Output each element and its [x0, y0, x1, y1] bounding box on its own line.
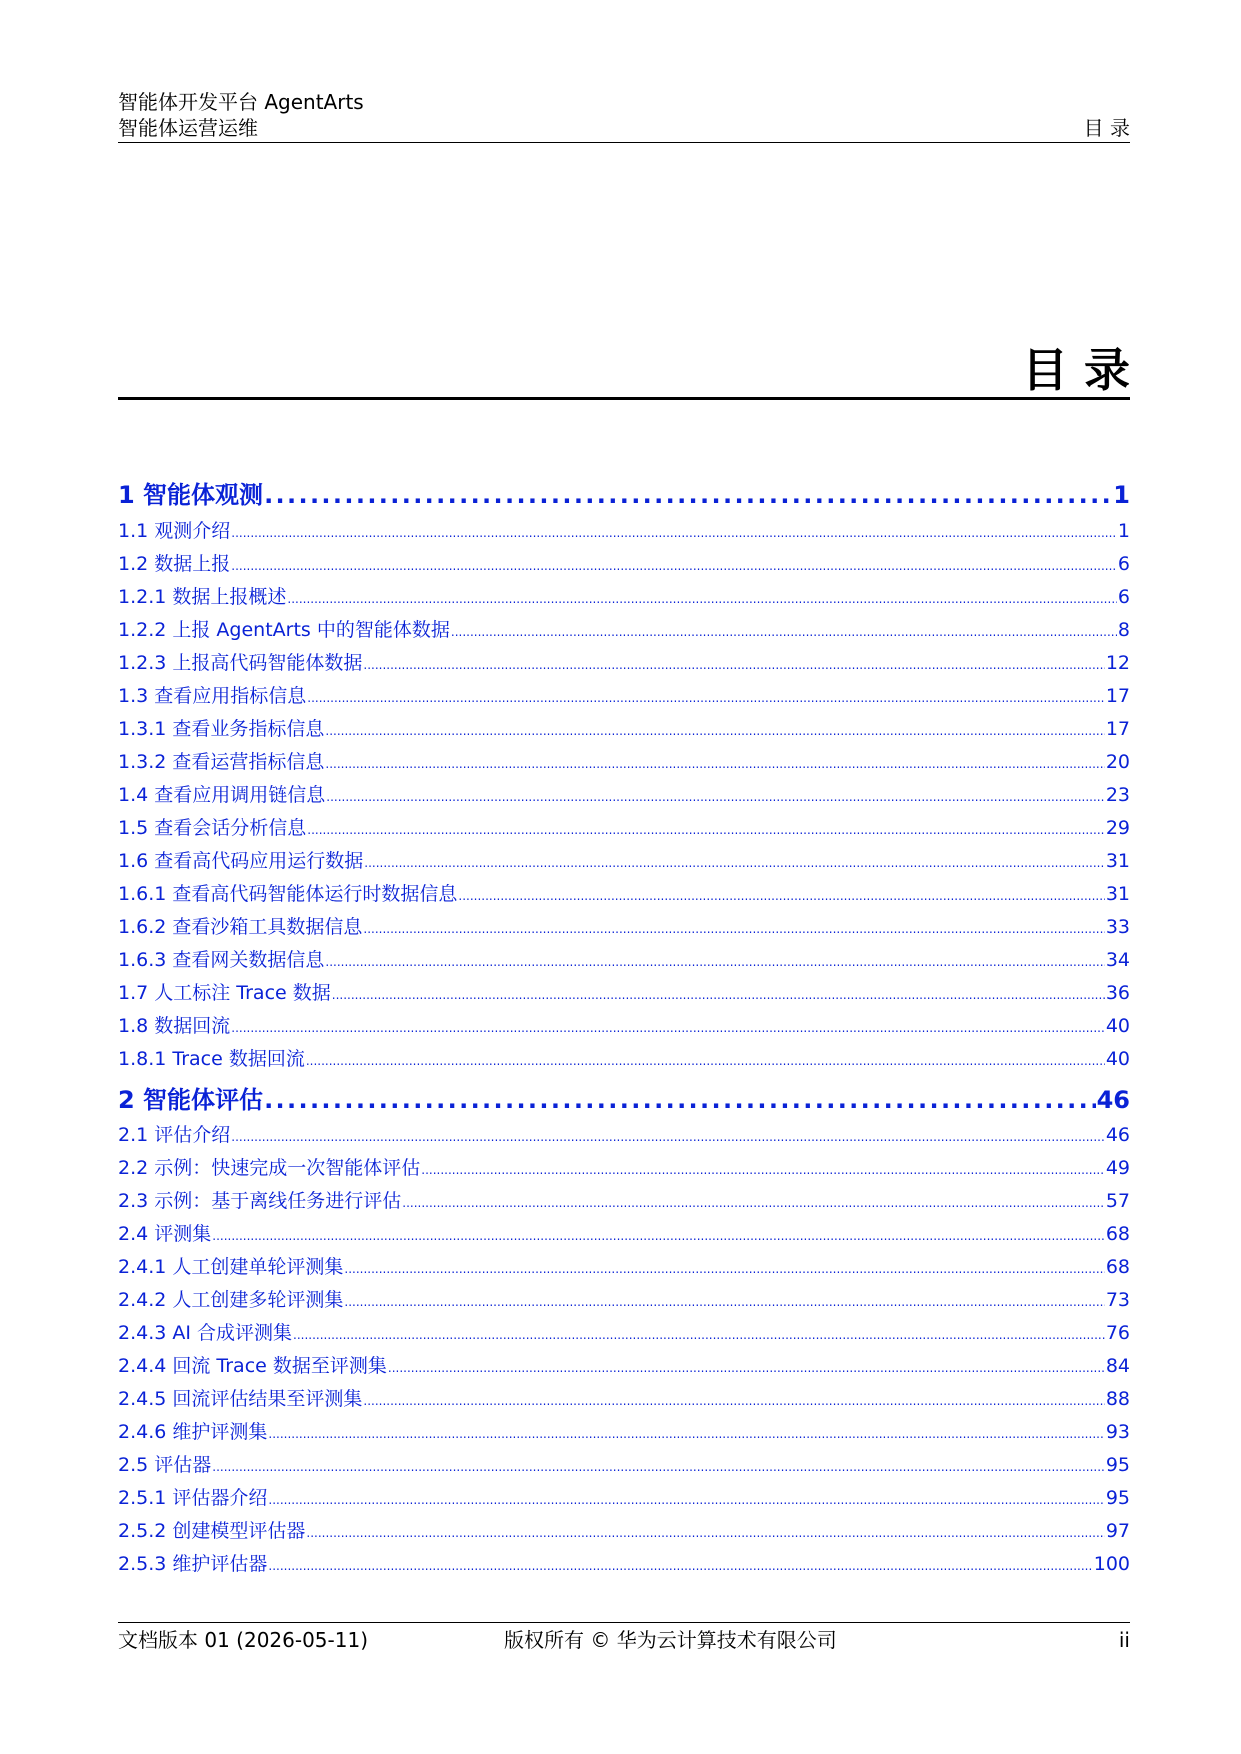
toc-dot-leader	[388, 1352, 1105, 1382]
title-rule	[118, 397, 1130, 400]
toc-entry-label: 1 智能体观测	[118, 481, 264, 509]
toc-entry-label: 2.5.3 维护评估器	[118, 1553, 268, 1575]
toc-section-entry[interactable]	[118, 748, 1130, 778]
toc-entry-page: 57	[1105, 1190, 1130, 1212]
footer-version: 文档版本 01 (2026-05-11)	[118, 1628, 368, 1652]
toc-entry-label: 1.6.3 查看网关数据信息	[118, 949, 325, 971]
toc-entry-label: 2.5 评估器	[118, 1454, 212, 1476]
toc-section-entry[interactable]	[118, 1286, 1130, 1316]
toc-entry-label: 1.2.2 上报 AgentArts 中的智能体数据	[118, 619, 450, 641]
toc-entry-page: 6	[1117, 553, 1130, 575]
toc-entry-label: 1.7 人工标注 Trace 数据	[118, 982, 331, 1004]
toc-section-entry[interactable]	[118, 1187, 1130, 1217]
header-section: 智能体运营运维	[118, 116, 258, 140]
toc-section-entry[interactable]	[118, 649, 1130, 679]
toc-section-entry[interactable]	[118, 1154, 1130, 1184]
toc-dot-leader	[363, 913, 1104, 943]
toc-entry-page: 6	[1117, 586, 1130, 608]
toc-section-entry[interactable]	[118, 550, 1130, 580]
toc-dot-leader	[325, 715, 1104, 745]
toc-dot-leader	[364, 847, 1105, 877]
toc-section-entry[interactable]	[118, 616, 1130, 646]
toc-entry-page: 36	[1105, 982, 1130, 1004]
toc-entry-label: 2.4.1 人工创建单轮评测集	[118, 1256, 344, 1278]
toc-entry-label: 2.4 评测集	[118, 1223, 212, 1245]
toc-entry-label: 1.8.1 Trace 数据回流	[118, 1048, 305, 1070]
toc-entry-label: 2.2 示例：快速完成一次智能体评估	[118, 1157, 421, 1179]
toc-entry-label: 2.4.2 人工创建多轮评测集	[118, 1289, 344, 1311]
toc-entry-page: 76	[1105, 1322, 1130, 1344]
toc-section-entry[interactable]	[118, 946, 1130, 976]
toc-entry-page: 33	[1105, 916, 1130, 938]
toc-entry-page: 95	[1105, 1487, 1130, 1509]
toc-section-entry[interactable]	[118, 913, 1130, 943]
toc-entry-label: 2.4.4 回流 Trace 数据至评测集	[118, 1355, 387, 1377]
toc-section-entry[interactable]	[118, 1550, 1130, 1580]
toc-dot-leader	[363, 649, 1104, 679]
toc-entry-page: 49	[1105, 1157, 1130, 1179]
toc-entry-page: 46	[1096, 1086, 1130, 1114]
toc-section-entry[interactable]	[118, 1517, 1130, 1547]
toc-entry-page: 34	[1105, 949, 1130, 971]
toc-entry-page: 17	[1105, 685, 1130, 707]
toc-entry-page: 1	[1113, 481, 1130, 509]
toc-entry-label: 1.2.3 上报高代码智能体数据	[118, 652, 363, 674]
toc-dot-leader	[293, 1319, 1105, 1349]
toc-entry-page: 17	[1105, 718, 1130, 740]
toc-dot-leader	[344, 1286, 1104, 1316]
toc-entry-label: 2.4.3 AI 合成评测集	[118, 1322, 293, 1344]
toc-entry-label: 1.2.1 数据上报概述	[118, 586, 287, 608]
toc-dot-leader	[268, 1418, 1104, 1448]
toc-section-entry[interactable]	[118, 814, 1130, 844]
toc-section-entry[interactable]	[118, 1045, 1130, 1075]
toc-entry-page: 84	[1105, 1355, 1130, 1377]
footer-page-number: ii	[1118, 1628, 1130, 1652]
toc-entry-label: 2.3 示例：基于离线任务进行评估	[118, 1190, 402, 1212]
toc-section-entry[interactable]	[118, 583, 1130, 613]
toc-section-entry[interactable]	[118, 1418, 1130, 1448]
toc-dot-leader	[306, 1517, 1104, 1547]
toc-entry-page: 23	[1105, 784, 1130, 806]
toc-section-entry[interactable]	[118, 715, 1130, 745]
toc-entry-page: 73	[1105, 1289, 1130, 1311]
toc-section-entry[interactable]	[118, 1253, 1130, 1283]
toc-entry-page: 29	[1105, 817, 1130, 839]
toc-section-entry[interactable]	[118, 847, 1130, 877]
toc-dot-leader	[231, 1012, 1105, 1042]
page-footer	[118, 1622, 1130, 1663]
toc-entry-label: 1.3 查看应用指标信息	[118, 685, 307, 707]
toc-entry-label: 1.2 数据上报	[118, 553, 231, 575]
toc-entry-label: 1.3.1 查看业务指标信息	[118, 718, 325, 740]
toc-section-entry[interactable]	[118, 1385, 1130, 1415]
toc-dot-leader	[306, 1045, 1105, 1075]
toc-dot-leader	[402, 1187, 1105, 1217]
toc-section-entry[interactable]	[118, 979, 1130, 1009]
toc-entry-label: 1.4 查看应用调用链信息	[118, 784, 326, 806]
toc-dot-leader	[264, 1083, 1096, 1117]
toc-dot-leader	[264, 478, 1112, 512]
toc-dot-leader	[363, 1385, 1104, 1415]
toc-entry-page: 8	[1117, 619, 1130, 641]
toc-entry-page: 97	[1105, 1520, 1130, 1542]
toc-dot-leader	[451, 616, 1117, 646]
toc-entry-page: 88	[1105, 1388, 1130, 1410]
toc-entry-label: 1.8 数据回流	[118, 1015, 231, 1037]
toc-entry-page: 68	[1105, 1256, 1130, 1278]
toc-entry-page: 31	[1105, 850, 1130, 872]
toc-dot-leader	[325, 946, 1104, 976]
header-product: 智能体开发平台 AgentArts	[118, 90, 364, 114]
toc-dot-leader	[325, 748, 1104, 778]
toc-entry-label: 1.3.2 查看运营指标信息	[118, 751, 325, 773]
toc-entry-label: 1.1 观测介绍	[118, 520, 231, 542]
toc-entry-label: 1.6.1 查看高代码智能体运行时数据信息	[118, 883, 458, 905]
toc-section-entry[interactable]	[118, 682, 1130, 712]
toc-entry-page: 40	[1105, 1015, 1130, 1037]
toc-dot-leader	[421, 1154, 1105, 1184]
toc-dot-leader	[268, 1484, 1104, 1514]
toc-dot-leader	[287, 583, 1117, 613]
toc-dot-leader	[231, 517, 1117, 547]
toc-entry-label: 1.5 查看会话分析信息	[118, 817, 307, 839]
toc-entry-label: 2.4.5 回流评估结果至评测集	[118, 1388, 363, 1410]
page-header	[118, 88, 1130, 143]
toc-section-entry[interactable]	[118, 781, 1130, 811]
toc-section-entry[interactable]	[118, 517, 1130, 547]
toc-entry-label: 2.5.2 创建模型评估器	[118, 1520, 306, 1542]
toc-section-entry[interactable]	[118, 1121, 1130, 1151]
toc-entry-page: 1	[1117, 520, 1130, 542]
toc-dot-leader	[307, 814, 1105, 844]
toc-entry-page: 31	[1105, 883, 1130, 905]
toc-dot-leader	[458, 880, 1104, 910]
toc-dot-leader	[332, 979, 1105, 1009]
toc-entry-page: 20	[1105, 751, 1130, 773]
toc-section-entry[interactable]	[118, 1451, 1130, 1481]
header-chapter: 目 录	[1083, 116, 1130, 140]
toc-section-entry[interactable]	[118, 1012, 1130, 1042]
toc-entry-page: 46	[1105, 1124, 1130, 1146]
toc-entry-page: 95	[1105, 1454, 1130, 1476]
toc-dot-leader	[231, 1121, 1105, 1151]
toc-section-entry[interactable]	[118, 1484, 1130, 1514]
toc-dot-leader	[268, 1550, 1092, 1580]
toc-entry-label: 1.6 查看高代码应用运行数据	[118, 850, 364, 872]
toc-entry-label: 2.4.6 维护评测集	[118, 1421, 268, 1443]
toc-dot-leader	[231, 550, 1117, 580]
toc-dot-leader	[212, 1220, 1105, 1250]
toc-chapter-entry[interactable]	[118, 478, 1130, 512]
page-title: 目 录	[1021, 343, 1130, 397]
toc-entry-page: 12	[1105, 652, 1130, 674]
toc-entry-label: 2.5.1 评估器介绍	[118, 1487, 268, 1509]
toc-dot-leader	[307, 682, 1105, 712]
toc-dot-leader	[212, 1451, 1105, 1481]
toc-entry-label: 1.6.2 查看沙箱工具数据信息	[118, 916, 363, 938]
toc-chapter-entry[interactable]	[118, 1083, 1130, 1117]
toc-entry-page: 100	[1093, 1553, 1130, 1575]
toc-entry-page: 68	[1105, 1223, 1130, 1245]
toc-section-entry[interactable]	[118, 880, 1130, 910]
toc-entry-label: 2.1 评估介绍	[118, 1124, 231, 1146]
toc-dot-leader	[344, 1253, 1104, 1283]
toc-section-entry[interactable]	[118, 1319, 1130, 1349]
toc-section-entry[interactable]	[118, 1220, 1130, 1250]
toc-entry-page: 93	[1105, 1421, 1130, 1443]
toc-entry-page: 40	[1105, 1048, 1130, 1070]
toc-section-entry[interactable]	[118, 1352, 1130, 1382]
toc-dot-leader	[326, 781, 1105, 811]
toc-entry-label: 2 智能体评估	[118, 1086, 264, 1114]
footer-copyright: 版权所有 © 华为云计算技术有限公司	[504, 1628, 837, 1652]
